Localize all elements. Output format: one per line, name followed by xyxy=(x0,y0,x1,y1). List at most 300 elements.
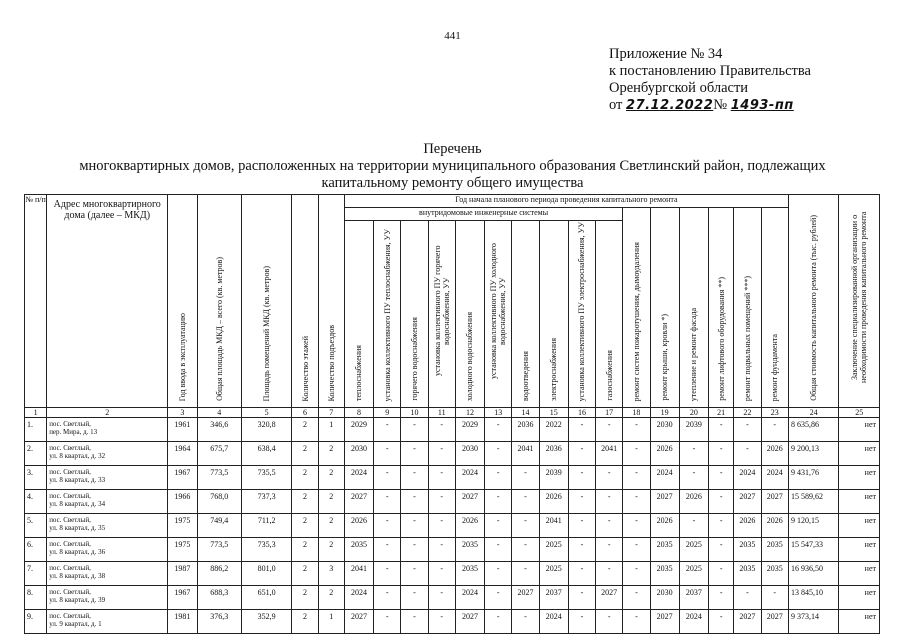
repair-year-cell: 2041 xyxy=(596,442,623,466)
address-line-1: пос. Светлый, xyxy=(49,420,91,428)
repair-year-cell: - xyxy=(485,466,512,490)
sub-header-3-cell xyxy=(428,221,455,408)
header-area-total: Общая площадь МКД – всего (кв. метров) xyxy=(214,257,224,401)
repair-year-cell: - xyxy=(623,610,650,634)
repair-year-cell: - xyxy=(374,418,401,442)
table-row xyxy=(25,490,880,514)
area-rooms-cell: 651,0 xyxy=(241,586,291,610)
repair-year-cell: 2037 xyxy=(539,586,568,610)
column-number: 14 xyxy=(512,408,539,418)
repair-year-cell: - xyxy=(734,586,761,610)
header-address: Адрес многоквартирного дома (далее – МКД) xyxy=(47,195,168,408)
entrances-cell: 1 xyxy=(318,418,344,442)
conclusion-cell: нет xyxy=(839,538,880,562)
floors-cell: 2 xyxy=(292,610,318,634)
repair-year-cell: 2027 xyxy=(734,490,761,514)
address-line-2: ул. 8 квартал, д. 33 xyxy=(49,476,106,484)
repair-year-cell: - xyxy=(679,514,708,538)
header-period: Год начала планового периода проведения капитального ремонта xyxy=(344,195,788,208)
repair-year-cell: 2030 xyxy=(344,442,373,466)
sub-header-15-cell xyxy=(761,208,788,408)
repair-year-cell: - xyxy=(568,466,595,490)
column-numbers-row xyxy=(25,408,880,418)
repair-year-cell: - xyxy=(709,610,734,634)
cost-cell: 15 589,62 xyxy=(788,490,838,514)
entrances-cell: 2 xyxy=(318,538,344,562)
repair-year-cell: - xyxy=(623,466,650,490)
column-number: 9 xyxy=(374,408,401,418)
appendix-date-line xyxy=(609,97,811,114)
address-line-2: ул. 8 квартал, д. 36 xyxy=(49,548,106,556)
sub-header-5: установка коллективного ПУ холодного водоснабжения, УУ xyxy=(489,243,508,379)
title-line-3: капитальному ремонту общего имущества xyxy=(321,175,584,191)
conclusion-cell: нет xyxy=(839,442,880,466)
repair-year-cell: - xyxy=(596,490,623,514)
header-floors-cell xyxy=(292,195,318,408)
sub-header-2: горячего водоснабжения xyxy=(409,317,419,401)
repair-year-cell: - xyxy=(401,418,428,442)
sub-header-14: ремонт подвальных помещений ***) xyxy=(742,275,752,401)
repair-year-cell: - xyxy=(623,418,650,442)
repair-year-cell: 2024 xyxy=(650,466,679,490)
repair-year-cell: - xyxy=(709,418,734,442)
repair-year-cell: 2026 xyxy=(761,442,788,466)
year-cell: 1967 xyxy=(168,466,197,490)
year-cell: 1964 xyxy=(168,442,197,466)
repair-year-cell: 2024 xyxy=(344,466,373,490)
repair-year-cell: - xyxy=(401,538,428,562)
repair-year-cell: - xyxy=(709,562,734,586)
table-row xyxy=(25,442,880,466)
repair-year-cell: 2027 xyxy=(455,610,484,634)
repair-year-cell: 2041 xyxy=(539,514,568,538)
column-number: 11 xyxy=(428,408,455,418)
repair-year-cell: 2024 xyxy=(539,610,568,634)
repair-year-cell: - xyxy=(374,538,401,562)
address-line-2: ул. 8 квартал, д. 34 xyxy=(49,500,106,508)
table-row xyxy=(25,514,880,538)
repair-year-cell: - xyxy=(709,442,734,466)
address-cell xyxy=(47,466,168,490)
cost-cell: 8 635,86 xyxy=(788,418,838,442)
repair-year-cell: - xyxy=(374,442,401,466)
repair-year-cell: 2025 xyxy=(539,562,568,586)
repair-year-cell: 2022 xyxy=(539,418,568,442)
address-line-2: ул. 8 квартал, д. 38 xyxy=(49,572,106,580)
repair-year-cell: 2030 xyxy=(650,418,679,442)
year-cell: 1981 xyxy=(168,610,197,634)
area-rooms-cell: 352,9 xyxy=(241,610,291,634)
repair-year-cell: - xyxy=(596,514,623,538)
address-line-1: пос. Светлый, xyxy=(49,516,91,524)
sub-header-4-cell xyxy=(455,221,484,408)
conclusion-cell: нет xyxy=(839,610,880,634)
address-cell xyxy=(47,514,168,538)
repair-year-cell: - xyxy=(428,562,455,586)
year-cell: 1967 xyxy=(168,586,197,610)
floors-cell: 2 xyxy=(292,514,318,538)
repair-year-cell: 2035 xyxy=(650,538,679,562)
repair-year-cell: 2024 xyxy=(455,466,484,490)
repair-year-cell: - xyxy=(401,562,428,586)
year-cell: 1987 xyxy=(168,562,197,586)
sub-header-8: установка коллективного ПУ электроснабжения, УУ xyxy=(577,221,587,401)
sub-header-11-cell xyxy=(650,208,679,408)
repair-year-cell: - xyxy=(709,586,734,610)
area-total-cell: 376,3 xyxy=(197,610,241,634)
header-area-rooms-cell xyxy=(241,195,291,408)
column-number: 15 xyxy=(539,408,568,418)
conclusion-cell: нет xyxy=(839,586,880,610)
floors-cell: 2 xyxy=(292,418,318,442)
repair-year-cell: - xyxy=(428,538,455,562)
appendix-block xyxy=(609,46,811,114)
repair-year-cell: 2025 xyxy=(539,538,568,562)
column-number: 18 xyxy=(623,408,650,418)
repair-year-cell: 2029 xyxy=(344,418,373,442)
sub-header-13-cell xyxy=(709,208,734,408)
repair-year-cell: - xyxy=(734,442,761,466)
repair-year-cell: - xyxy=(568,442,595,466)
floors-cell: 2 xyxy=(292,490,318,514)
repair-year-cell: 2035 xyxy=(734,538,761,562)
repair-year-cell: 2027 xyxy=(344,610,373,634)
table-row xyxy=(25,586,880,610)
header-engineering: внутридомовые инженерные системы xyxy=(344,208,622,221)
table-row xyxy=(25,562,880,586)
year-cell: 1975 xyxy=(168,538,197,562)
sub-header-6: водоотведения xyxy=(520,351,530,401)
repair-year-cell: - xyxy=(428,442,455,466)
year-cell: 1966 xyxy=(168,490,197,514)
area-rooms-cell: 711,2 xyxy=(241,514,291,538)
repair-year-cell: - xyxy=(568,538,595,562)
address-line-2: пер. Мира, д. 13 xyxy=(49,428,98,436)
column-number: 17 xyxy=(596,408,623,418)
repair-year-cell: - xyxy=(709,466,734,490)
repair-year-cell: 2035 xyxy=(761,538,788,562)
repair-year-cell: - xyxy=(374,610,401,634)
repair-year-cell: - xyxy=(374,490,401,514)
column-number: 10 xyxy=(401,408,428,418)
header-area-rooms: Площадь помещений МКД (кв. метров) xyxy=(262,265,272,401)
repair-year-cell: - xyxy=(709,490,734,514)
repair-year-cell: 2041 xyxy=(344,562,373,586)
entrances-cell: 2 xyxy=(318,442,344,466)
table-row xyxy=(25,418,880,442)
repair-year-cell: 2037 xyxy=(679,586,708,610)
repair-year-cell: - xyxy=(401,490,428,514)
repair-year-cell: 2035 xyxy=(734,562,761,586)
repair-year-cell: - xyxy=(709,538,734,562)
repair-year-cell: - xyxy=(596,538,623,562)
repair-year-cell: - xyxy=(512,490,539,514)
area-total-cell: 773,5 xyxy=(197,538,241,562)
repair-year-cell: 2026 xyxy=(539,490,568,514)
column-number: 13 xyxy=(485,408,512,418)
repair-year-cell: - xyxy=(485,490,512,514)
repair-year-cell: - xyxy=(428,610,455,634)
repair-year-cell: 2026 xyxy=(455,514,484,538)
sub-header-5-cell xyxy=(485,221,512,408)
address-line-2: ул. 9 квартал, д. 1 xyxy=(49,620,102,628)
area-total-cell: 688,3 xyxy=(197,586,241,610)
header-entrances-cell xyxy=(318,195,344,408)
cost-cell: 9 431,76 xyxy=(788,466,838,490)
repair-year-cell: - xyxy=(485,442,512,466)
area-rooms-cell: 638,4 xyxy=(241,442,291,466)
sub-header-7: электроснабжения xyxy=(549,338,559,401)
appendix-line-1: Приложение № 34 xyxy=(609,46,723,62)
repair-year-cell: - xyxy=(401,610,428,634)
repair-year-cell: - xyxy=(512,514,539,538)
repair-year-cell: 2030 xyxy=(650,586,679,610)
repair-year-cell: 2035 xyxy=(344,538,373,562)
address-line-1: пос. Светлый, xyxy=(49,492,91,500)
sub-header-8-cell xyxy=(568,221,595,408)
table-body xyxy=(25,418,880,634)
sub-header-1-cell xyxy=(374,221,401,408)
repair-year-cell: 2030 xyxy=(455,442,484,466)
area-total-cell: 675,7 xyxy=(197,442,241,466)
conclusion-cell: нет xyxy=(839,418,880,442)
repair-year-cell: 2024 xyxy=(734,466,761,490)
address-line-2: ул. 8 квартал, д. 39 xyxy=(49,596,106,604)
cost-cell: 9 373,14 xyxy=(788,610,838,634)
header-entrances: Количество подъездов xyxy=(326,324,336,401)
buildings-table xyxy=(24,194,880,634)
repair-year-cell: 2035 xyxy=(455,538,484,562)
repair-year-cell: - xyxy=(596,610,623,634)
sub-header-9: газоснабжения xyxy=(604,350,614,401)
repair-year-cell: - xyxy=(374,514,401,538)
repair-year-cell: - xyxy=(485,586,512,610)
conclusion-cell: нет xyxy=(839,466,880,490)
appendix-number: 1493-пп xyxy=(730,98,794,113)
header-num: № п/п xyxy=(25,195,47,408)
repair-year-cell: 2036 xyxy=(512,418,539,442)
repair-year-cell: - xyxy=(623,586,650,610)
row-number-cell: 3. xyxy=(25,466,47,490)
repair-year-cell: - xyxy=(401,442,428,466)
repair-year-cell: - xyxy=(623,538,650,562)
repair-year-cell: - xyxy=(401,514,428,538)
appendix-date: 27.12.2022 xyxy=(626,98,714,113)
sub-header-6-cell xyxy=(512,221,539,408)
repair-year-cell: 2039 xyxy=(679,418,708,442)
header-cost-cell xyxy=(788,195,838,408)
repair-year-cell: - xyxy=(596,466,623,490)
floors-cell: 2 xyxy=(292,586,318,610)
repair-year-cell: - xyxy=(568,586,595,610)
entrances-cell: 2 xyxy=(318,490,344,514)
conclusion-cell: нет xyxy=(839,514,880,538)
repair-year-cell: - xyxy=(401,586,428,610)
repair-year-cell: - xyxy=(428,514,455,538)
header-year: Год ввода в эксплуатацию xyxy=(177,312,187,401)
repair-year-cell: - xyxy=(428,586,455,610)
cost-cell: 9 200,13 xyxy=(788,442,838,466)
repair-year-cell: 2027 xyxy=(734,610,761,634)
address-line-1: пос. Светлый, xyxy=(49,564,91,572)
repair-year-cell: - xyxy=(761,418,788,442)
appendix-line-2: к постановлению Правительства xyxy=(609,63,811,79)
conclusion-cell: нет xyxy=(839,490,880,514)
sub-header-9-cell xyxy=(596,221,623,408)
address-cell xyxy=(47,586,168,610)
repair-year-cell: - xyxy=(401,466,428,490)
repair-year-cell: - xyxy=(568,490,595,514)
repair-year-cell: 2024 xyxy=(761,466,788,490)
repair-year-cell: 2026 xyxy=(761,514,788,538)
repair-year-cell: - xyxy=(623,562,650,586)
cost-cell: 9 120,15 xyxy=(788,514,838,538)
repair-year-cell: - xyxy=(512,466,539,490)
repair-year-cell: - xyxy=(568,562,595,586)
repair-year-cell: 2027 xyxy=(650,490,679,514)
sub-header-2-cell xyxy=(401,221,428,408)
repair-year-cell: 2026 xyxy=(344,514,373,538)
repair-year-cell: - xyxy=(374,586,401,610)
column-number: 2 xyxy=(47,408,168,418)
column-number: 24 xyxy=(788,408,838,418)
repair-year-cell: 2036 xyxy=(539,442,568,466)
repair-year-cell: 2027 xyxy=(455,490,484,514)
sub-header-1: установка коллективного ПУ теплоснабжения, УУ xyxy=(382,228,392,401)
repair-year-cell: 2027 xyxy=(344,490,373,514)
repair-year-cell: - xyxy=(623,514,650,538)
appendix-ot: от xyxy=(609,97,623,113)
floors-cell: 2 xyxy=(292,466,318,490)
repair-year-cell: - xyxy=(679,442,708,466)
sub-header-12-cell xyxy=(679,208,708,408)
row-number-cell: 8. xyxy=(25,586,47,610)
repair-year-cell: - xyxy=(568,418,595,442)
repair-year-cell: - xyxy=(596,418,623,442)
area-total-cell: 768,0 xyxy=(197,490,241,514)
repair-year-cell: 2024 xyxy=(679,610,708,634)
entrances-cell: 3 xyxy=(318,562,344,586)
cost-cell: 16 936,50 xyxy=(788,562,838,586)
sub-header-12: утепление и ремонт фасада xyxy=(689,307,699,401)
repair-year-cell: - xyxy=(709,514,734,538)
row-number-cell: 9. xyxy=(25,610,47,634)
column-number: 21 xyxy=(709,408,734,418)
address-cell xyxy=(47,418,168,442)
entrances-cell: 2 xyxy=(318,586,344,610)
repair-year-cell: 2026 xyxy=(734,514,761,538)
entrances-cell: 2 xyxy=(318,514,344,538)
address-line-1: пос. Светлый, xyxy=(49,468,91,476)
repair-year-cell: - xyxy=(485,514,512,538)
repair-year-cell: - xyxy=(568,514,595,538)
sub-header-14-cell xyxy=(734,208,761,408)
column-number: 16 xyxy=(568,408,595,418)
repair-year-cell: - xyxy=(623,490,650,514)
address-line-2: ул. 8 квартал, д. 32 xyxy=(49,452,106,460)
address-line-1: пос. Светлый, xyxy=(49,612,91,620)
area-total-cell: 346,6 xyxy=(197,418,241,442)
row-number-cell: 5. xyxy=(25,514,47,538)
table-row xyxy=(25,538,880,562)
repair-year-cell: 2026 xyxy=(650,442,679,466)
title-line-2: многоквартирных домов, расположенных на территории муниципального образования Светлинский район, подлежащих xyxy=(79,158,826,174)
sub-header-10-cell xyxy=(623,208,650,408)
repair-year-cell: - xyxy=(428,418,455,442)
column-number: 6 xyxy=(292,408,318,418)
address-cell xyxy=(47,562,168,586)
area-rooms-cell: 735,5 xyxy=(241,466,291,490)
year-cell: 1961 xyxy=(168,418,197,442)
floors-cell: 2 xyxy=(292,538,318,562)
table-row xyxy=(25,610,880,634)
address-line-1: пос. Светлый, xyxy=(49,588,91,596)
repair-year-cell: 2026 xyxy=(650,514,679,538)
column-number: 4 xyxy=(197,408,241,418)
address-cell xyxy=(47,442,168,466)
repair-year-cell: 2027 xyxy=(596,586,623,610)
repair-year-cell: 2039 xyxy=(539,466,568,490)
repair-year-cell: - xyxy=(761,586,788,610)
column-number: 5 xyxy=(241,408,291,418)
area-rooms-cell: 737,3 xyxy=(241,490,291,514)
column-number: 25 xyxy=(839,408,880,418)
area-rooms-cell: 801,0 xyxy=(241,562,291,586)
repair-year-cell: - xyxy=(485,538,512,562)
column-number: 23 xyxy=(761,408,788,418)
header-conclusion-cell xyxy=(839,195,880,408)
repair-year-cell: 2029 xyxy=(455,418,484,442)
repair-year-cell: 2035 xyxy=(455,562,484,586)
address-line-1: пос. Светлый, xyxy=(49,540,91,548)
address-cell xyxy=(47,490,168,514)
row-number-cell: 4. xyxy=(25,490,47,514)
repair-year-cell: - xyxy=(512,610,539,634)
area-rooms-cell: 735,3 xyxy=(241,538,291,562)
repair-year-cell: 2035 xyxy=(650,562,679,586)
area-total-cell: 749,4 xyxy=(197,514,241,538)
document-title xyxy=(0,141,905,192)
repair-year-cell: - xyxy=(374,562,401,586)
header-floors: Количество этажей xyxy=(300,335,310,401)
column-number: 7 xyxy=(318,408,344,418)
header-area-total-cell xyxy=(197,195,241,408)
area-total-cell: 773,5 xyxy=(197,466,241,490)
repair-year-cell: 2027 xyxy=(761,610,788,634)
repair-year-cell: - xyxy=(596,562,623,586)
sub-header-11: ремонт крыши, кровли *) xyxy=(660,314,670,401)
entrances-cell: 2 xyxy=(318,466,344,490)
sub-header-7-cell xyxy=(539,221,568,408)
repair-year-cell: - xyxy=(623,442,650,466)
repair-year-cell: - xyxy=(512,538,539,562)
repair-year-cell: - xyxy=(485,610,512,634)
repair-year-cell: - xyxy=(568,610,595,634)
sub-header-3: установка коллективного ПУ горячего водоснабжения, УУ xyxy=(432,245,451,377)
sub-header-13: ремонт лифтового оборудования **) xyxy=(716,277,726,401)
repair-year-cell: 2041 xyxy=(512,442,539,466)
sub-header-15: ремонт фундамента xyxy=(770,333,780,401)
header-cost: Общая стоимость капитального ремонта (тыс. рублей) xyxy=(809,215,819,401)
column-number: 22 xyxy=(734,408,761,418)
conclusion-cell: нет xyxy=(839,562,880,586)
repair-year-cell: - xyxy=(485,418,512,442)
repair-year-cell: 2026 xyxy=(679,490,708,514)
sub-header-10: ремонт систем пожаротушения, дымоудаления xyxy=(631,241,641,401)
title-line-1: Перечень xyxy=(423,141,482,157)
row-number-cell: 2. xyxy=(25,442,47,466)
sub-header-4: холодного водоснабжения xyxy=(465,311,475,401)
